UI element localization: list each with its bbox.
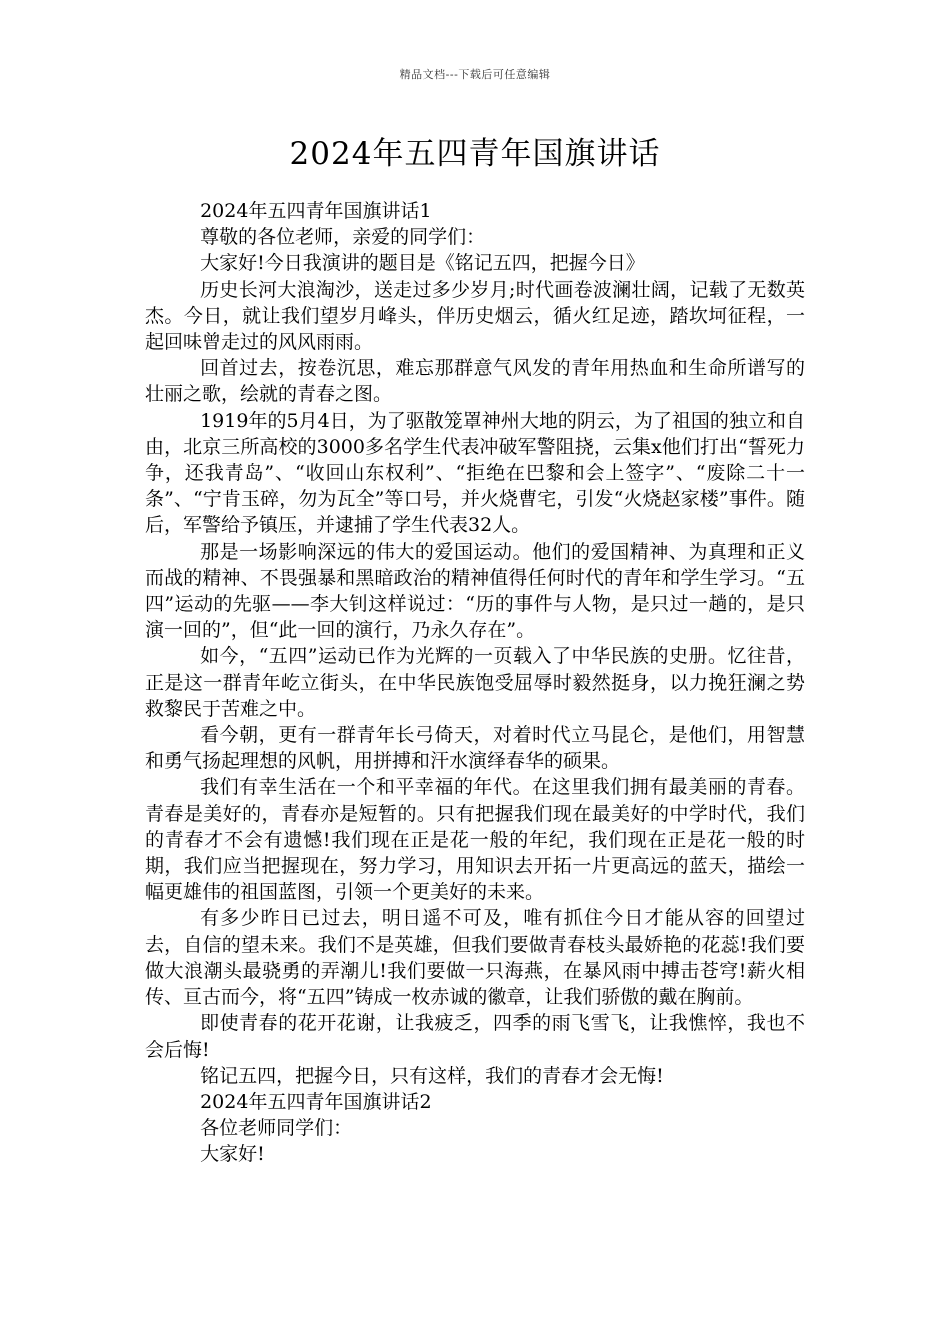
paragraph: 如今，“五四”运动已作为光辉的一页载入了中华民族的史册。忆往昔，正是这一群青年屹立街头，在中华民族饱受屈辱时毅然挺身，以力挽狂澜之势救黎民于苦难之中。 xyxy=(145,645,805,720)
section-heading-2: 2024年五四青年国旗讲话2 xyxy=(200,1090,432,1113)
paragraph: 即使青春的花开花谢，让我疲乏，四季的雨飞雪飞，让我憔悴，我也不会后悔! xyxy=(145,1012,805,1061)
salutation: 尊敬的各位老师，亲爱的同学们： xyxy=(200,226,486,249)
paragraph: 看今朝，更有一群青年长弓倚天，对着时代立马昆仑，是他们，用智慧和勇气扬起理想的风帆，用拼搏和汗水演绎春华的硕果。 xyxy=(145,724,805,773)
paragraph: 那是一场影响深远的伟大的爱国运动。他们的爱国精神、为真理和正义而战的精神、不畏强暴和黑暗政治的精神值得任何时代的青年和学生学习。“五四”运动的先驱——李大钊这样说过：“历的事件与人物，是只过一趟的，是只演一回的”，但“此一回的演行，乃永久存在”。 xyxy=(145,540,805,642)
salutation: 各位老师同学们： xyxy=(200,1117,353,1140)
paragraph: 有多少昨日已过去，明日遥不可及，唯有抓住今日才能从容的回望过去，自信的望未来。我们不是英雄，但我们要做青春枝头最娇艳的花蕊!我们要做大浪潮头最骁勇的弄潮儿!我们要做一只海燕，在暴风雨中搏击苍穹!薪火相传、亘古而今，将“五四”铸成一枚赤诚的徽章，让我们骄傲的戴在胸前。 xyxy=(145,907,805,1009)
paragraph: 历史长河大浪淘沙，送走过多少岁月;时代画卷波澜壮阔，记载了无数英杰。今日，就让我们望岁月峰头，伴历史烟云，循火红足迹，踏坎坷征程，一起回味曾走过的风风雨雨。 xyxy=(145,278,805,354)
document-title: 2024年五四青年国旗讲话 xyxy=(289,136,661,172)
greeting: 大家好! xyxy=(200,1143,265,1166)
document-body xyxy=(145,198,805,1168)
greeting: 大家好!今日我演讲的题目是《铭记五四，把握今日》 xyxy=(200,252,645,275)
paragraph: 回首过去，按卷沉思，难忘那群意气风发的青年用热血和生命所谱写的壮丽之歌，绘就的青春之图。 xyxy=(145,357,805,406)
paragraph: 我们有幸生活在一个和平幸福的年代。在这里我们拥有最美丽的青春。青春是美好的，青春亦是短暂的。只有把握我们现在最美好的中学时代，我们的青春才不会有遗憾!我们现在正是花一般的年纪，我们现在正是花一般的时期，我们应当把握现在，努力学习，用知识去开拓一片更高远的蓝天，描绘一幅更雄伟的祖国蓝图，引领一个更美好的未来。 xyxy=(145,776,805,904)
paragraph: 1919年的5月4日，为了驱散笼罩神州大地的阴云，为了祖国的独立和自由，北京三所高校的3000多名学生代表冲破军警阻挠，云集x他们打出“誓死力争，还我青岛”、“收回山东权利”、“拒绝在巴黎和会上签字”、“废除二十一条”、“宁肯玉碎，勿为瓦全”等口号，并火烧曹宅，引发“火烧赵家楼”事件。随后，军警给予镇压，并逮捕了学生代表32人。 xyxy=(145,409,805,537)
paragraph: 铭记五四，把握今日，只有这样，我们的青春才会无悔! xyxy=(200,1064,664,1087)
section-heading-1: 2024年五四青年国旗讲话1 xyxy=(200,200,432,222)
header-note: 精品文档---下载后可任意编辑 xyxy=(399,68,551,81)
